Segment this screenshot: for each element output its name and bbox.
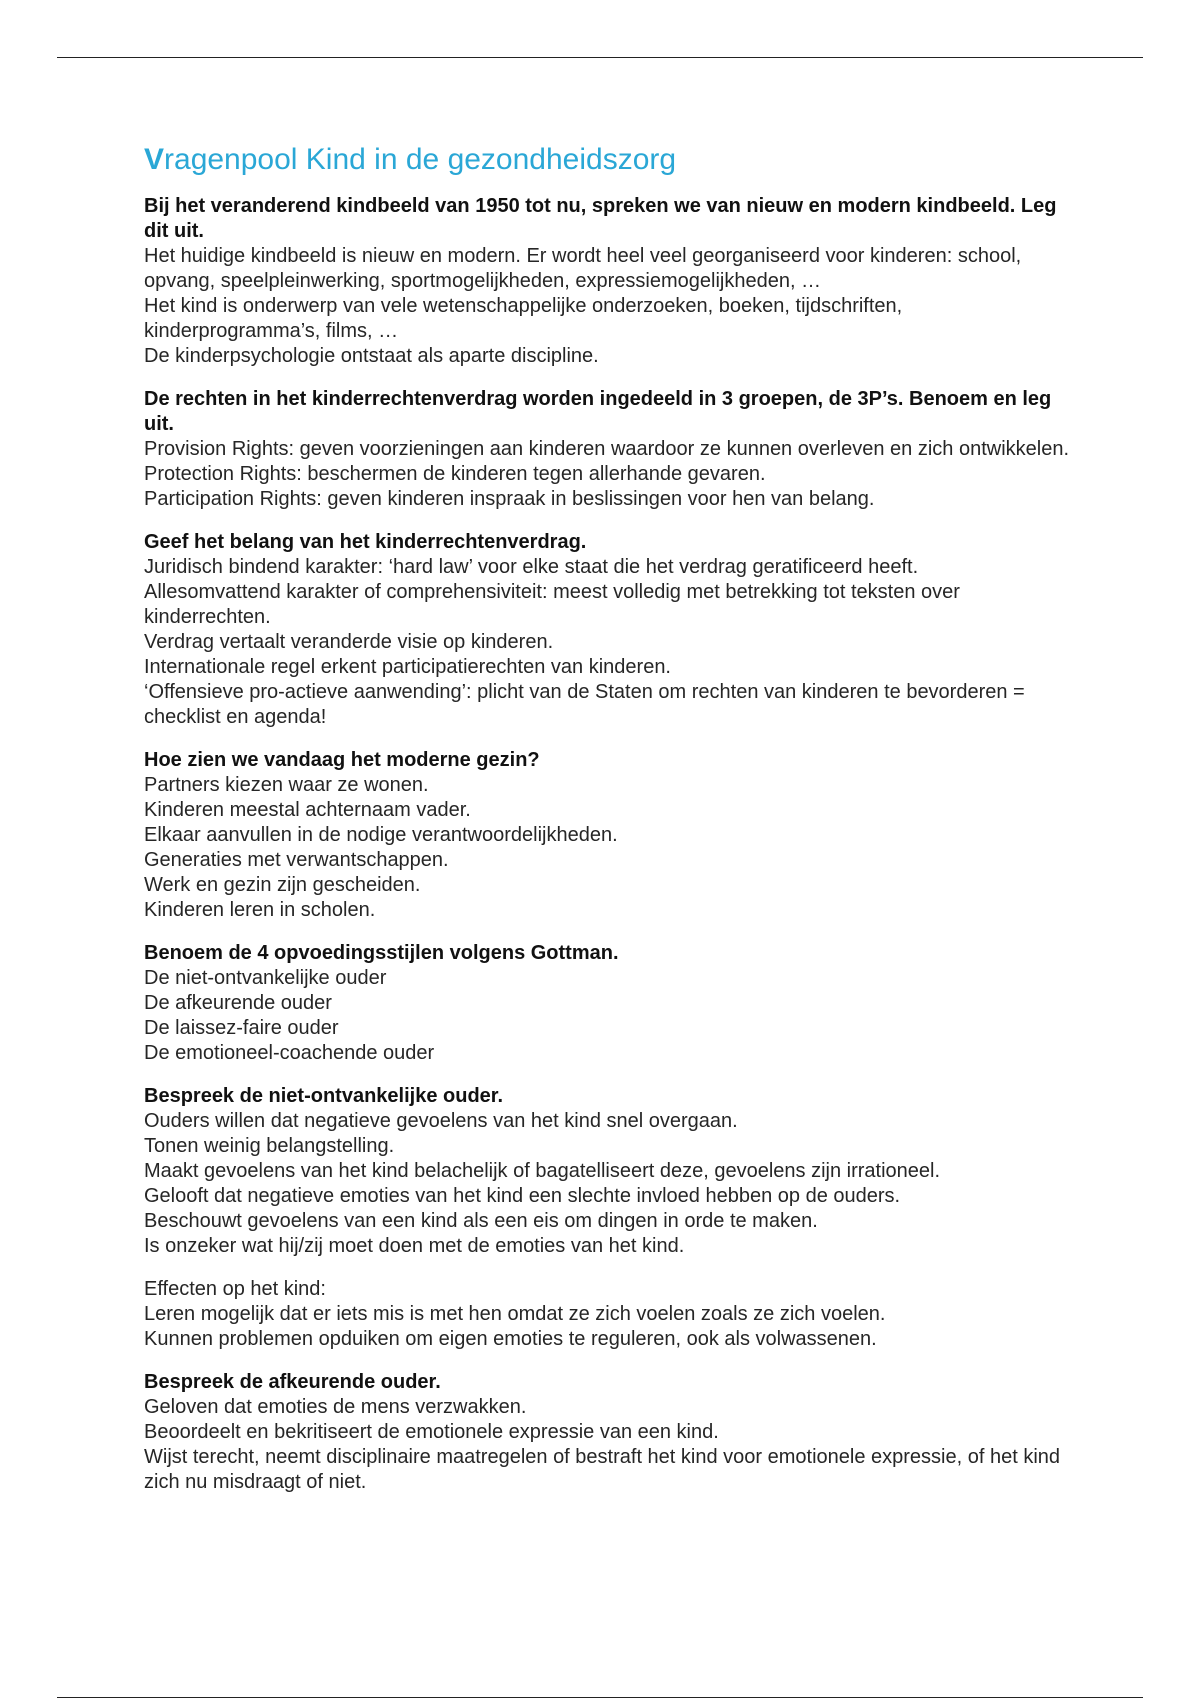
question-heading: Bespreek de afkeurende ouder. <box>144 1371 441 1393</box>
qa-section <box>144 530 1074 730</box>
question-heading: Hoe zien we vandaag het moderne gezin? <box>144 749 540 771</box>
sub-label: Effecten op het kind: <box>144 1278 326 1300</box>
question-heading: Benoem de 4 opvoedingsstijlen volgens Gottman. <box>144 942 619 964</box>
qa-section <box>144 194 1074 369</box>
answer-line: Tonen weinig belangstelling. <box>144 1135 395 1157</box>
qa-section <box>144 387 1074 512</box>
answer-line: Allesomvattend karakter of comprehensiviteit: meest volledig met betrekking tot teksten over kinderrechten. <box>144 581 960 628</box>
question-heading: Bespreek de niet-ontvankelijke ouder. <box>144 1085 504 1107</box>
answer-line: Het kind is onderwerp van vele wetenschappelijke onderzoeken, boeken, tijdschriften, kinderprogramma’s, films, … <box>144 295 903 342</box>
answer-line: Geloven dat emoties de mens verzwakken. <box>144 1396 527 1418</box>
answer-line: Participation Rights: geven kinderen inspraak in beslissingen voor hen van belang. <box>144 488 875 510</box>
answer-line: Kunnen problemen opduiken om eigen emoties te reguleren, ook als volwassenen. <box>144 1328 877 1350</box>
answer-line: ‘Offensieve pro-actieve aanwending’: plicht van de Staten om rechten van kinderen te bevorderen = checklist en agenda! <box>144 681 1025 728</box>
answer-line: Is onzeker wat hij/zij moet doen met de emoties van het kind. <box>144 1235 685 1257</box>
answer-line: Kinderen meestal achternaam vader. <box>144 799 471 821</box>
title-rest: ragenpool Kind in de gezondheidszorg <box>164 143 677 176</box>
answer-line: Verdrag vertaalt veranderde visie op kinderen. <box>144 631 554 653</box>
answer-line: De emotioneel-coachende ouder <box>144 1042 435 1064</box>
answer-line: De laissez-faire ouder <box>144 1017 339 1039</box>
qa-section <box>144 1370 1074 1495</box>
answer-line: Elkaar aanvullen in de nodige verantwoordelijkheden. <box>144 824 618 846</box>
document-title <box>144 140 1074 180</box>
answer-line: Internationale regel erkent participatierechten van kinderen. <box>144 656 671 678</box>
answer-line: Partners kiezen waar ze wonen. <box>144 774 429 796</box>
answer-line: Generaties met verwantschappen. <box>144 849 449 871</box>
title-initial: V <box>144 143 165 176</box>
question-heading: Geef het belang van het kinderrechtenverdrag. <box>144 531 587 553</box>
document-body <box>144 140 1074 1513</box>
question-list <box>144 194 1074 1495</box>
answer-line: Werk en gezin zijn gescheiden. <box>144 874 421 896</box>
qa-section <box>144 941 1074 1066</box>
answer-line: De niet-ontvankelijke ouder <box>144 967 387 989</box>
answer-line: Provision Rights: geven voorzieningen aan kinderen waardoor ze kunnen overleven en zich ontwikkelen. <box>144 438 1069 460</box>
qa-section <box>144 1277 1074 1352</box>
qa-section <box>144 1084 1074 1259</box>
answer-line: Wijst terecht, neemt disciplinaire maatregelen of bestraft het kind voor emotionele expressie, of het kind zich nu misdraagt of niet. <box>144 1446 1061 1493</box>
answer-line: De afkeurende ouder <box>144 992 332 1014</box>
answer-line: Beoordeelt en bekritiseert de emotionele expressie van een kind. <box>144 1421 719 1443</box>
answer-line: Kinderen leren in scholen. <box>144 899 376 921</box>
bottom-rule <box>57 1697 1143 1698</box>
answer-line: Protection Rights: beschermen de kinderen tegen allerhande gevaren. <box>144 463 766 485</box>
question-heading: Bij het veranderend kindbeeld van 1950 tot nu, spreken we van nieuw en modern kindbeeld. Leg dit uit. <box>144 195 1057 242</box>
answer-line: De kinderpsychologie ontstaat als aparte discipline. <box>144 345 599 367</box>
top-rule <box>57 57 1143 58</box>
answer-line: Leren mogelijk dat er iets mis is met hen omdat ze zich voelen zoals ze zich voelen. <box>144 1303 886 1325</box>
answer-line: Gelooft dat negatieve emoties van het kind een slechte invloed hebben op de ouders. <box>144 1185 901 1207</box>
answer-line: Maakt gevoelens van het kind belachelijk of bagatelliseert deze, gevoelens zijn irrationeel. <box>144 1160 941 1182</box>
qa-section <box>144 748 1074 923</box>
answer-line: Beschouwt gevoelens van een kind als een eis om dingen in orde te maken. <box>144 1210 818 1232</box>
answer-line: Het huidige kindbeeld is nieuw en modern. Er wordt heel veel georganiseerd voor kinderen: school, opvang, speelpleinwerking, sportmogelijkheden, expressiemogelijkheden, … <box>144 245 1022 292</box>
answer-line: Ouders willen dat negatieve gevoelens van het kind snel overgaan. <box>144 1110 738 1132</box>
answer-line: Juridisch bindend karakter: ‘hard law’ voor elke staat die het verdrag geratificeerd heeft. <box>144 556 919 578</box>
question-heading: De rechten in het kinderrechtenverdrag worden ingedeeld in 3 groepen, de 3P’s. Benoem en leg uit. <box>144 388 1052 435</box>
